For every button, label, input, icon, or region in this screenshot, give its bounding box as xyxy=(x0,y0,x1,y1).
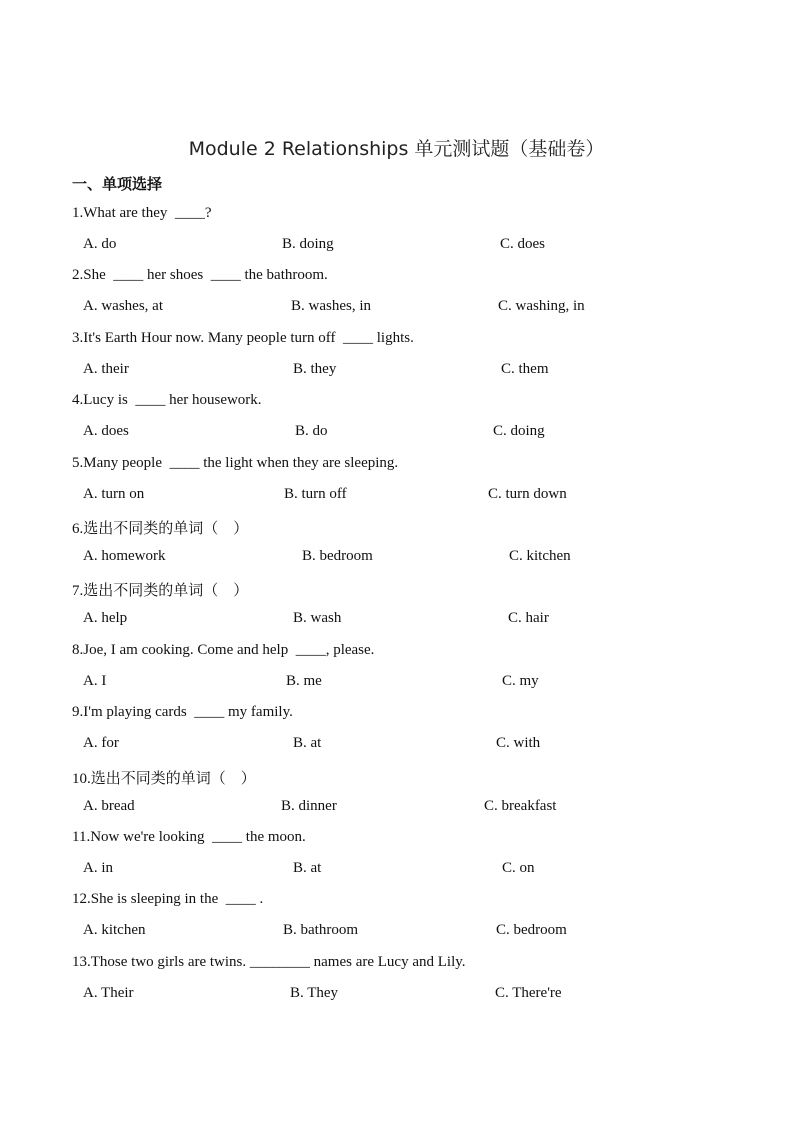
answer-option-b: B. they xyxy=(293,360,337,377)
answer-option-b: B. at xyxy=(293,860,322,876)
question-text: 1.What are they ____? xyxy=(72,205,212,221)
answer-option-b: B. They xyxy=(290,984,339,1001)
answer-option-b: B. me xyxy=(286,672,322,689)
answer-option-c: C. my xyxy=(502,672,539,689)
section-heading: 一、单项选择 xyxy=(72,177,163,193)
answer-option-c: C. hair xyxy=(508,610,549,627)
question-text: 3.It's Earth Hour now. Many people turn off ____ lights. xyxy=(72,329,414,346)
answer-option-b: B. dinner xyxy=(281,797,337,814)
question-text: 13.Those two girls are twins. ________ names are Lucy and Lily. xyxy=(72,953,466,970)
answer-option-a: A. for xyxy=(83,735,119,752)
answer-option-c: C. doing xyxy=(493,423,545,440)
question-text: 4.Lucy is ____ her housework. xyxy=(72,392,262,409)
answer-option-c: C. does xyxy=(500,236,545,252)
answer-option-c: C. on xyxy=(502,860,535,876)
answer-option-a: A. turn on xyxy=(83,485,145,502)
answer-option-c: C. bedroom xyxy=(496,922,567,939)
answer-option-a: A. I xyxy=(83,672,107,689)
question-text: 9.I'm playing cards ____ my family. xyxy=(72,704,293,721)
answer-option-a: A. help xyxy=(83,610,128,627)
answer-option-b: B. at xyxy=(293,735,322,752)
answer-option-c: C. with xyxy=(496,735,541,752)
answer-option-b: B. washes, in xyxy=(291,298,371,315)
answer-option-a: A. do xyxy=(83,236,117,252)
answer-option-c: C. turn down xyxy=(488,485,567,502)
question-text: 11.Now we're looking ____ the moon. xyxy=(72,829,306,845)
answer-option-a: A. does xyxy=(83,423,129,440)
answer-option-c: C. washing, in xyxy=(498,298,585,315)
answer-option-c: C. There're xyxy=(495,984,562,1001)
page-title: Module 2 Relationships 单元测试题（基础卷） xyxy=(188,138,605,160)
answer-option-c: C. breakfast xyxy=(484,797,557,814)
answer-option-b: B. wash xyxy=(293,610,342,627)
answer-option-a: A. Their xyxy=(83,984,134,1001)
question-text: 5.Many people ____ the light when they are sleeping. xyxy=(72,454,399,471)
answer-option-c: C. them xyxy=(501,360,549,377)
answer-option-b: B. bathroom xyxy=(283,922,358,939)
question-text: 2.She ____ her shoes ____ the bathroom. xyxy=(72,267,328,284)
question-text: 6.选出不同类的单词（ ） xyxy=(72,521,249,537)
answer-option-b: B. bedroom xyxy=(302,548,373,564)
question-text: 10.选出不同类的单词（ ） xyxy=(72,770,256,787)
question-text: 12.She is sleeping in the ____ . xyxy=(72,891,264,908)
answer-option-b: B. do xyxy=(295,423,328,440)
answer-option-a: A. homework xyxy=(83,548,166,564)
answer-option-a: A. their xyxy=(83,360,129,377)
answer-option-b: B. doing xyxy=(282,236,334,252)
answer-option-a: A. in xyxy=(83,860,113,876)
answer-option-a: A. bread xyxy=(83,797,135,814)
answer-option-a: A. washes, at xyxy=(83,298,163,315)
answer-option-b: B. turn off xyxy=(284,485,347,502)
answer-option-a: A. kitchen xyxy=(83,922,146,939)
answer-option-c: C. kitchen xyxy=(509,548,571,564)
question-text: 7.选出不同类的单词（ ） xyxy=(72,583,249,600)
question-text: 8.Joe, I am cooking. Come and help ____, please. xyxy=(72,641,375,658)
